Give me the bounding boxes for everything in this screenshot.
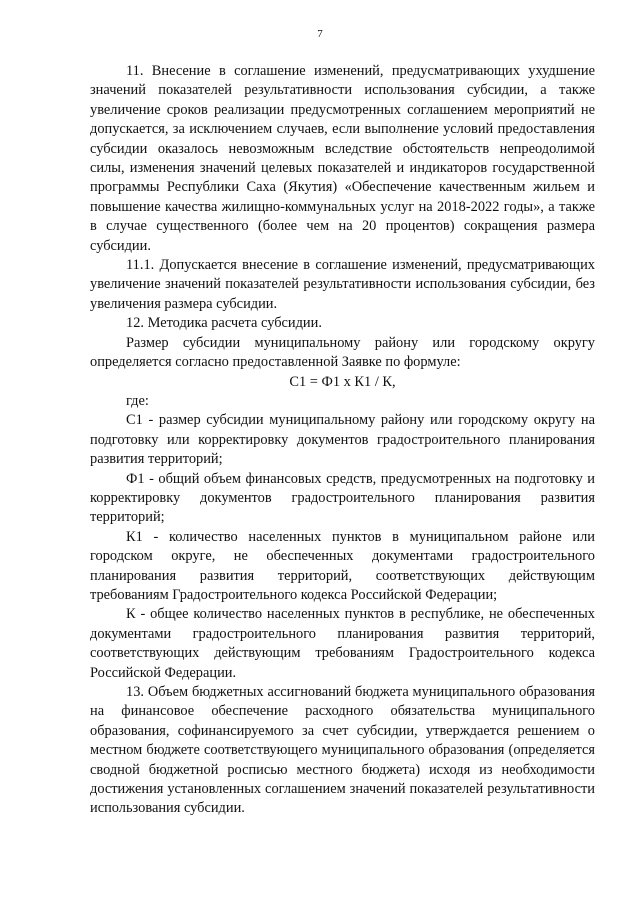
paragraph-11-1: 11.1. Допускается внесение в соглашение изменений, предусматривающих увеличение значений показателей результативности использования субсидии, без увеличения размера субсидии. <box>90 257 595 312</box>
definition-k1: К1 - количество населенных пунктов в муниципальном районе или городском округе, не обеспеченных документами градостроительного планирования развития территорий, соответствующих действующим требованиям Градостроительного кодекса Российской Федерации; <box>90 528 595 603</box>
paragraph-13: 13. Объем бюджетных ассигнований бюджета муниципального образования на финансовое обеспечение расходного обязательства муниципального образования, софинансируемого за счет субсидии, утверждается решением о местном бюджете соответствующего муниципального образования (определяется сводной бюджетной росписью местного бюджета) исходя из необходимости достижения установленных соглашением значений показателей результативности использования субсидии. <box>90 684 595 817</box>
paragraph-12-heading: 12. Методика расчета субсидии. <box>126 315 322 332</box>
page-number: 7 <box>317 28 323 40</box>
definition-k: К - общее количество населенных пунктов в республике, не обеспеченных документами градостроительного планирования развития территорий, соответствующих действующим требованиям Градостроительного кодекса Российской Федерации. <box>90 606 595 681</box>
formula: С1 = Ф1 х К1 / К, <box>289 373 396 390</box>
definition-f1: Ф1 - общий объем финансовых средств, предусмотренных на подготовку и корректировку документов градостроительного планирования развития территорий; <box>90 470 595 526</box>
paragraph-subsidy-size: Размер субсидии муниципальному району или городскому округу определяется согласно предоставленной Заявке по формуле: <box>90 334 595 371</box>
definition-c1: С1 - размер субсидии муниципальному району или городскому округу на подготовку или корректировку документов градостроительного планирования развития территорий; <box>90 412 595 468</box>
document-body <box>90 62 595 819</box>
paragraph-11: 11. Внесение в соглашение изменений, предусматривающих ухудшение значений показателей результативности использования субсидии, а также увеличение сроков реализации предусмотренных соглашением мероприятий не допускается, за исключением случаев, если выполнение условий предоставления субсидии оказалось невозможным вследствие обстоятельств непреодолимой силы, изменения значений целевых показателей и индикаторов государственной программы Республики Саха (Якутия) «Обеспечение качественным жильем и повышение качества жилищно-коммунальных услуг на 2018-2022 годы», а также в случае существенного (более чем на 20 процентов) сокращения размера субсидии. <box>90 63 595 254</box>
paragraph-where: где: <box>126 392 149 409</box>
